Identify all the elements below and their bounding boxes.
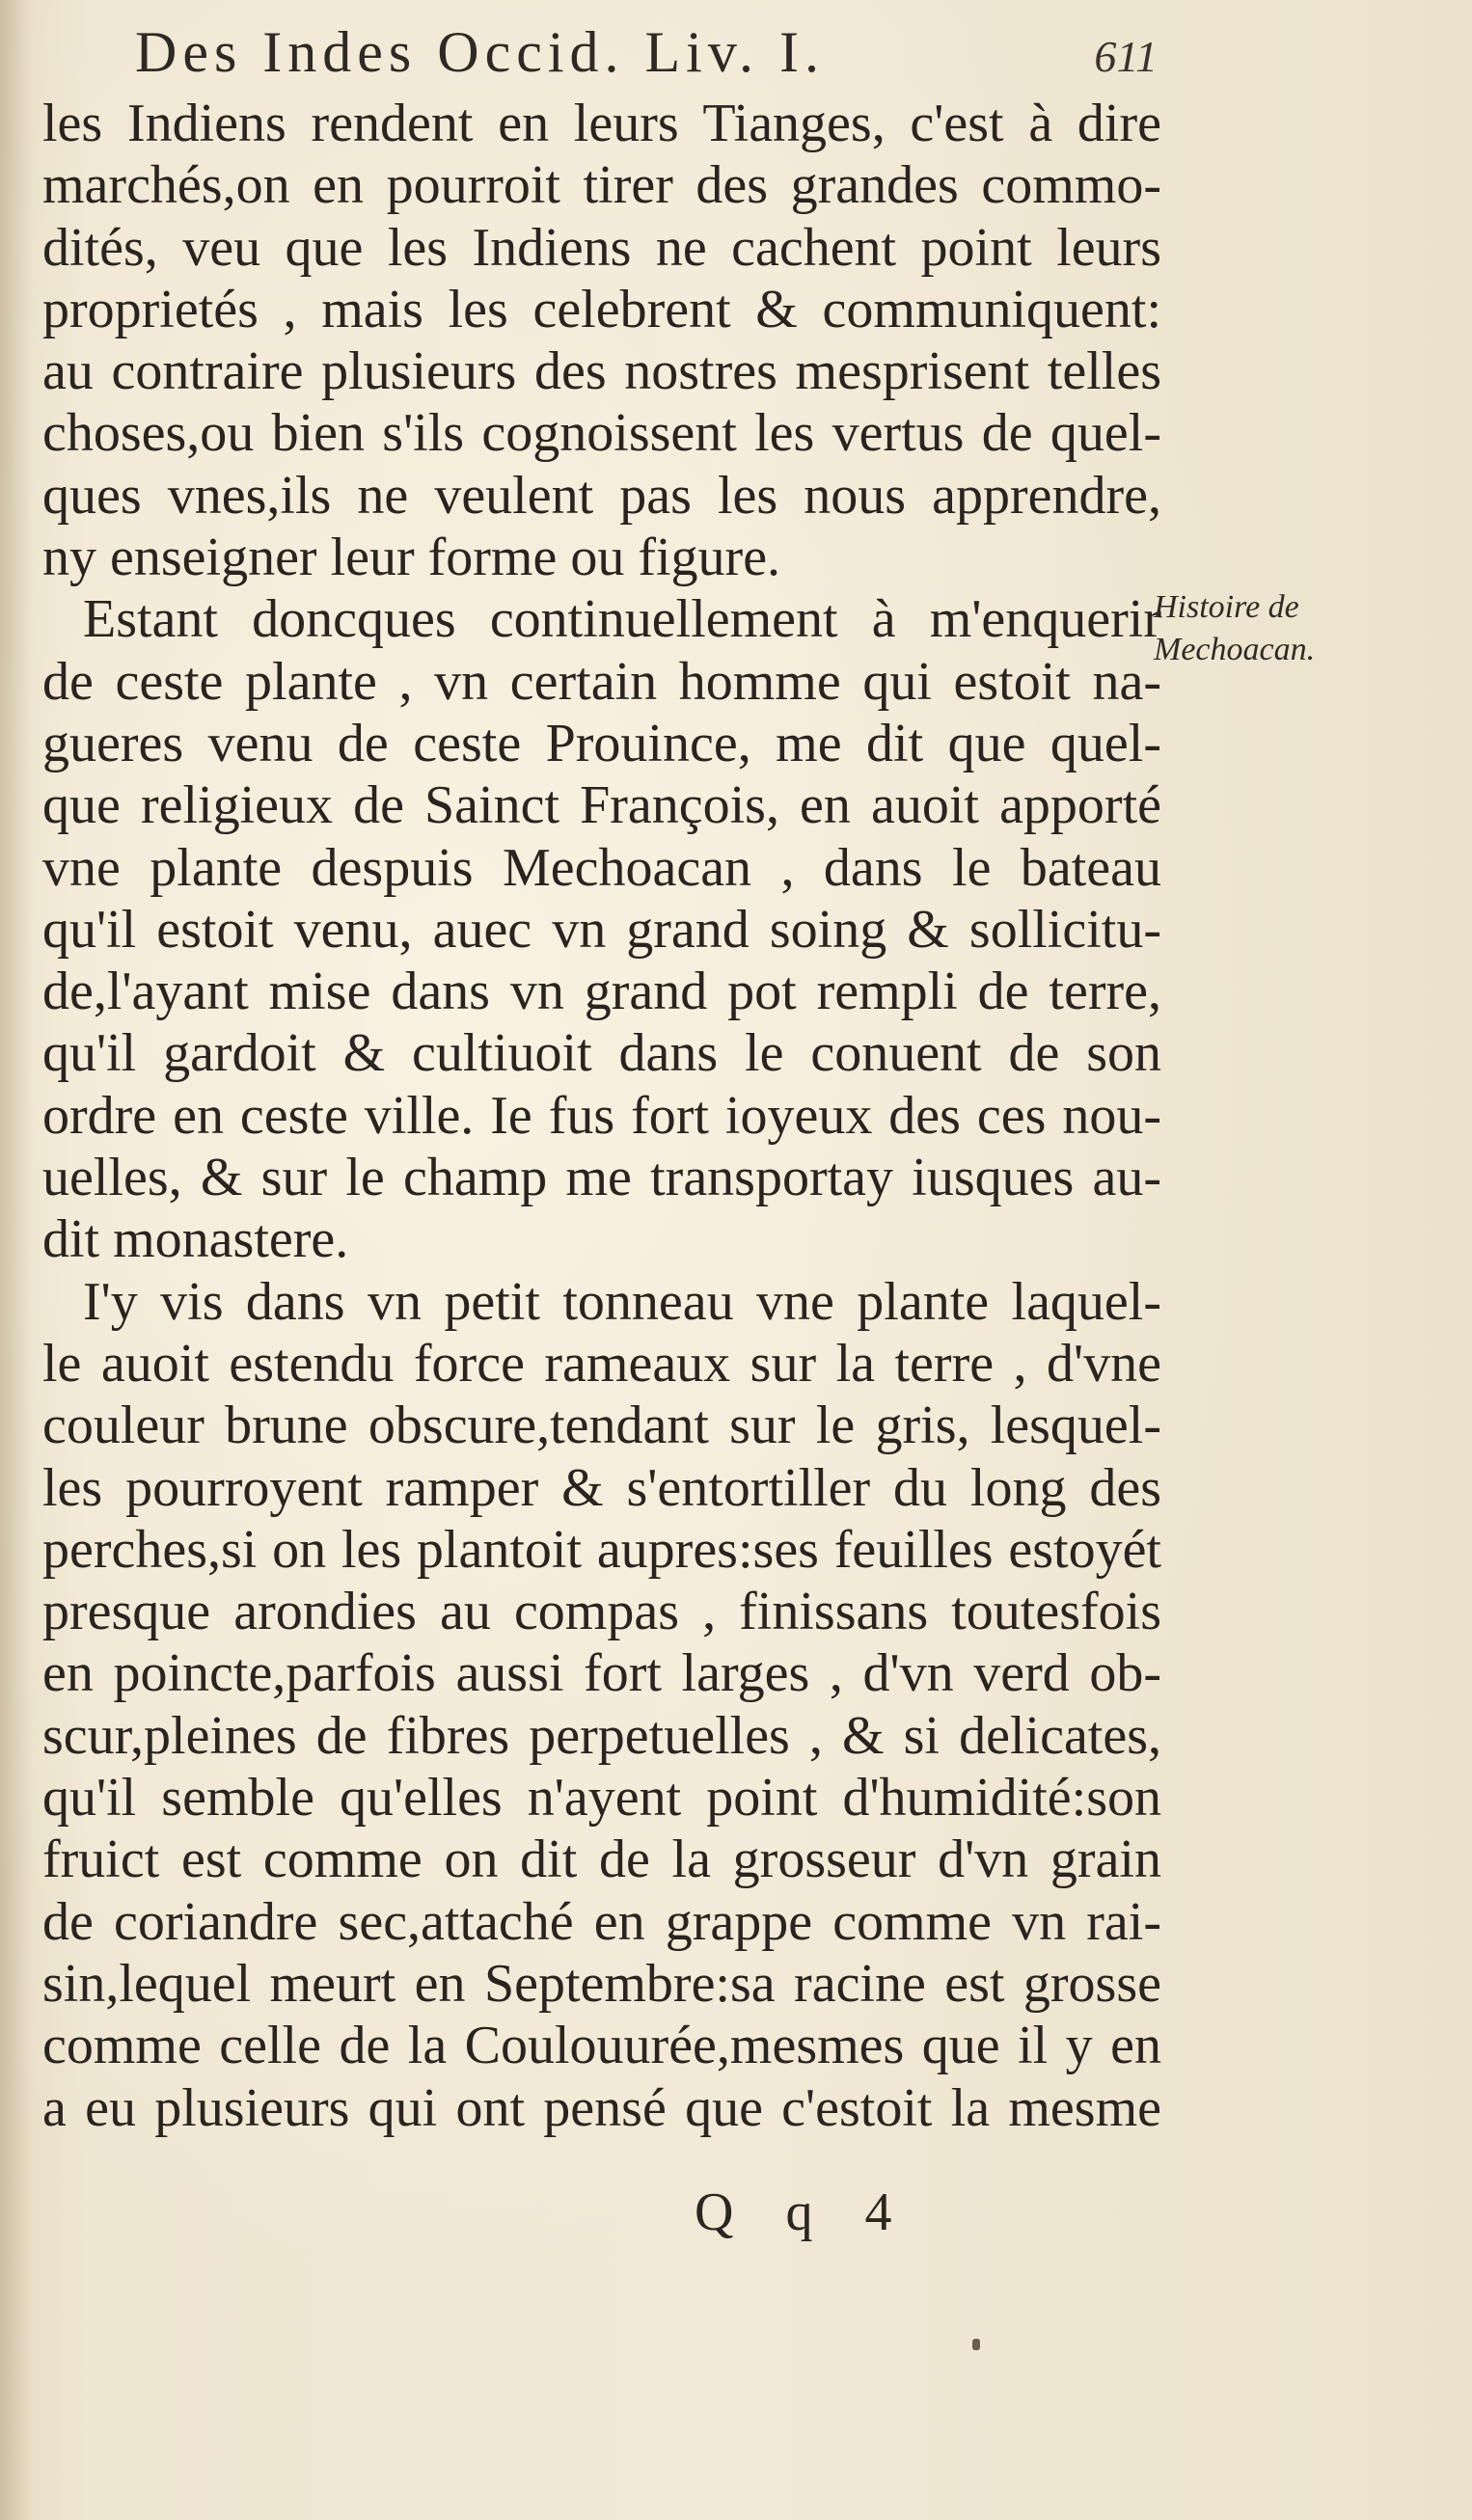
running-head — [135, 19, 1158, 87]
text-line: uelles, & sur le champ me transportay iusques au- — [42, 1148, 1161, 1208]
text-line: dités, veu que les Indiens ne cachent point leurs — [42, 217, 1161, 278]
text-line: a eu plusieurs qui ont pensé que c'estoit la mesme — [42, 2077, 1161, 2138]
signature-mark: Q q 4 — [695, 2182, 912, 2242]
text-line: perches,si on les plantoit aupres:ses feuilles estoyét — [42, 1519, 1161, 1580]
text-line: choses,ou bien s'ils cognoissent les vertus de quel- — [42, 403, 1161, 464]
text-line: que religieux de Sainct François, en auoit apporté — [42, 775, 1161, 836]
body-text — [42, 93, 1161, 2139]
text-line: ques vnes,ils ne veulent pas les nous apprendre, — [42, 465, 1161, 526]
text-line: couleur brune obscure,tendant sur le gris, lesquel- — [42, 1395, 1161, 1456]
ink-speck — [972, 2339, 980, 2350]
text-line: qu'il estoit venu, auec vn grand soing & sollicitu- — [42, 899, 1161, 960]
page-number: 611 — [1094, 32, 1158, 81]
text-line: qu'il gardoit & cultiuoit dans le conuent de son — [42, 1023, 1161, 1084]
margin-note — [1154, 586, 1356, 671]
text-line: fruict est comme on dit de la grosseur d'vn grain — [42, 1829, 1161, 1890]
text-line: presque arondies au compas , finissans toutesfois — [42, 1582, 1161, 1642]
text-line: de,l'ayant mise dans vn grand pot rempli de terre, — [42, 962, 1161, 1022]
text-line: ordre en ceste ville. Ie fus fort ioyeux des ces nou- — [42, 1085, 1161, 1146]
text-line: marchés,on en pourroit tirer des grandes commo- — [42, 155, 1161, 216]
text-line: le auoit estendu force rameaux sur la terre , d'vne — [42, 1333, 1161, 1394]
text-line: scur,pleines de fibres perpetuelles , & si delicates, — [42, 1705, 1161, 1766]
margin-note-line: Mechoacan. — [1154, 632, 1316, 667]
text-line: sin,lequel meurt en Septembre:sa racine est grosse — [42, 1953, 1161, 2014]
text-line: les pourroyent ramper & s'entortiller du long des — [42, 1457, 1161, 1518]
text-line: de coriandre sec,attaché en grappe comme vn rai- — [42, 1891, 1161, 1952]
gutter-shadow — [0, 0, 33, 2520]
paragraph-start-line: I'y vis dans vn petit tonneau vne plante laquel- — [83, 1271, 1161, 1332]
text-line: au contraire plusieurs des nostres mesprisent telles — [42, 341, 1161, 402]
margin-note-line: Histoire de — [1154, 589, 1299, 625]
text-line: comme celle de la Coulouurée,mesmes que il y en — [42, 2016, 1161, 2076]
text-line: qu'il semble qu'elles n'ayent point d'humidité:son — [42, 1768, 1161, 1829]
text-line: de ceste plante , vn certain homme qui estoit na- — [42, 651, 1161, 712]
text-line: les Indiens rendent en leurs Tianges, c'est à dire — [42, 94, 1161, 153]
text-line: vne plante despuis Mechoacan , dans le bateau — [42, 837, 1161, 898]
paragraph-start-line: Estant doncques continuellement à m'enquerir — [83, 589, 1161, 650]
text-line: dit monastere. — [42, 1209, 349, 1270]
running-title: Des Indes Occid. Liv. I. — [135, 20, 825, 84]
text-line: ny enseigner leur forme ou figure. — [42, 528, 781, 588]
text-line: gueres venu de ceste Prouince, me dit que quel- — [42, 713, 1161, 773]
text-line: en poincte,parfois aussi fort larges , d'vn verd ob- — [42, 1643, 1161, 1704]
text-line: proprietés , mais les celebrent & communiquent: — [42, 279, 1161, 339]
